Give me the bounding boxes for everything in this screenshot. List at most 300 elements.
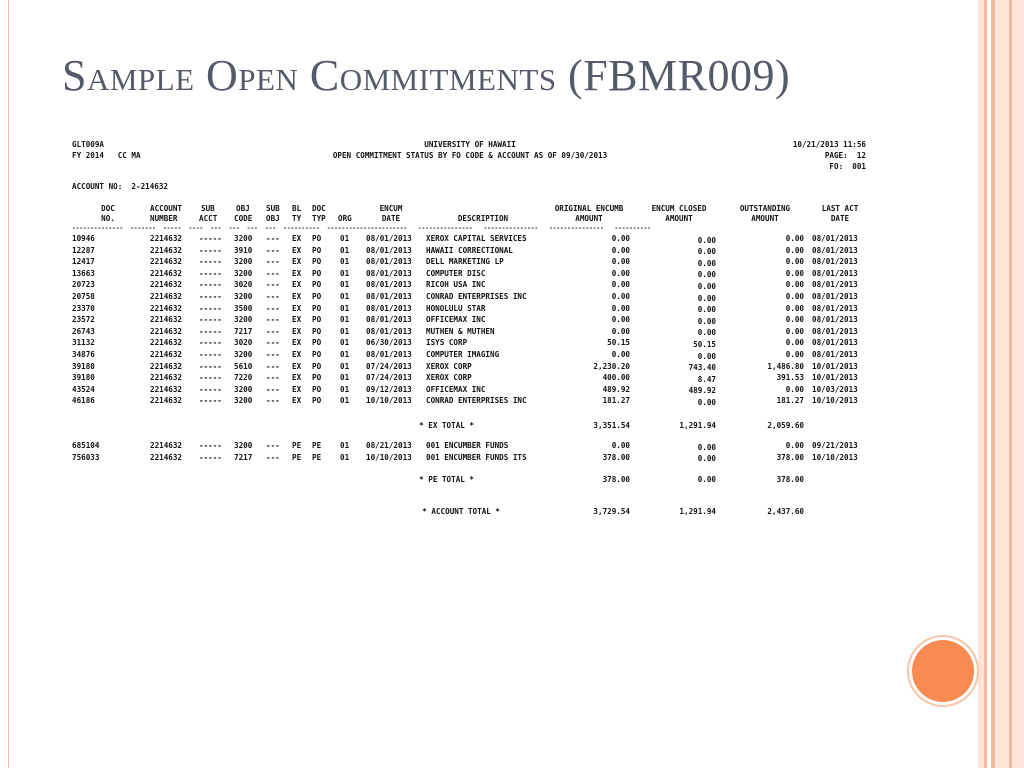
cell-doc: 39180 — [72, 373, 95, 383]
col-original-encumb-1: ORIGINAL ENCUMB — [554, 204, 624, 213]
cell-desc: CONRAD ENTERPRISES INC — [426, 396, 527, 406]
table-row — [70, 441, 870, 451]
cell-desc: HONOLULU STAR — [426, 303, 486, 313]
cell-acct: 2214632 — [150, 326, 183, 336]
cell-closed: 50.15 — [693, 339, 716, 349]
cell-closed: 0.00 — [697, 454, 716, 464]
cell-typ: PO — [312, 245, 322, 255]
col-encum-closed-2: AMOUNT — [665, 214, 693, 223]
ex-total-closed: 1,291.94 — [679, 421, 716, 430]
cell-org: 01 — [340, 234, 350, 243]
cell-last: 08/01/2013 — [812, 315, 858, 325]
cell-obj: 3200 — [234, 292, 253, 301]
cell-desc: MUTHEN & MUTHEN — [426, 326, 495, 336]
cell-sub: ----- — [199, 384, 222, 394]
cell-last: 08/01/2013 — [812, 280, 858, 290]
cell-doc: 23572 — [72, 315, 95, 325]
cell-last: 10/10/2013 — [812, 396, 858, 406]
cell-org: 01 — [340, 292, 350, 301]
cell-doc: 23370 — [72, 303, 95, 313]
cell-sobj: --- — [266, 315, 280, 325]
cell-desc: 001 ENCUMBER FUNDS ITS — [426, 452, 527, 462]
col-doc-no-1: DOC — [101, 204, 115, 213]
cell-bl: EX — [292, 303, 302, 313]
cell-last: 08/01/2013 — [812, 292, 858, 301]
cell-acct: 2214632 — [150, 396, 183, 406]
cell-date: 08/01/2013 — [366, 350, 412, 359]
cell-sub: ----- — [199, 268, 222, 278]
table-row — [70, 350, 870, 360]
col-doc-no-2: NO. — [101, 214, 115, 223]
cell-date: 10/10/2013 — [366, 396, 412, 406]
cell-closed: 0.00 — [697, 328, 716, 338]
cell-sub: ----- — [199, 292, 222, 301]
cell-obj: 3200 — [234, 257, 253, 267]
cell-out: 181.27 — [776, 396, 804, 406]
cell-org: 01 — [340, 280, 350, 290]
cell-orig: 181.27 — [602, 396, 630, 406]
cell-bl: EX — [292, 384, 302, 394]
cell-org: 01 — [340, 361, 350, 371]
table-row — [70, 257, 870, 267]
cell-sub: ----- — [199, 326, 222, 336]
cell-sub: ----- — [199, 396, 222, 406]
cell-desc: XEROX CORP — [426, 373, 472, 383]
cell-org: 01 — [340, 396, 350, 406]
col-last-act-1: LAST ACT — [821, 204, 859, 213]
cell-date: 09/12/2013 — [366, 384, 412, 394]
cell-orig: 0.00 — [611, 441, 630, 450]
cell-sub: ----- — [199, 452, 222, 462]
col-description: DESCRIPTION — [457, 214, 509, 223]
table-row — [70, 373, 870, 383]
account-total-orig: 3,729.54 — [593, 507, 630, 516]
cell-desc: 001 ENCUMBER FUNDS — [426, 441, 509, 450]
cell-sub: ----- — [199, 361, 222, 371]
cell-typ: PO — [312, 350, 322, 359]
cell-acct: 2214632 — [150, 268, 183, 278]
cell-sub: ----- — [199, 245, 222, 255]
ex-total-out: 2,059.60 — [767, 421, 804, 430]
cell-sobj: --- — [266, 268, 280, 278]
cell-acct: 2214632 — [150, 441, 183, 450]
table-row — [70, 362, 870, 372]
cell-orig: 0.00 — [611, 350, 630, 359]
cell-acct: 2214632 — [150, 350, 183, 359]
cell-doc: 34876 — [72, 350, 95, 359]
cell-sub: ----- — [199, 280, 222, 290]
cell-sobj: --- — [266, 257, 280, 267]
cell-date: 08/01/2013 — [366, 292, 412, 301]
cell-bl: EX — [292, 268, 302, 278]
cell-doc: 756033 — [72, 452, 100, 462]
table-row — [70, 280, 870, 290]
cell-typ: PO — [312, 234, 322, 243]
cell-sobj: --- — [266, 234, 280, 243]
cell-sub: ----- — [199, 373, 222, 383]
cell-date: 08/01/2013 — [366, 268, 412, 278]
cell-date: 08/01/2013 — [366, 326, 412, 336]
pe-total-orig: 378.00 — [602, 475, 630, 484]
col-last-act-2: DATE — [830, 214, 850, 223]
table-row — [70, 396, 870, 406]
cell-desc: OFFICEMAX INC — [426, 384, 486, 394]
col-encum-date-1: ENCUM — [379, 204, 403, 213]
institution-name: UNIVERSITY OF HAWAII — [424, 140, 516, 149]
cell-closed: 8.47 — [697, 374, 716, 384]
cell-out: 0.00 — [785, 315, 804, 325]
report-id: GLT009A — [72, 140, 105, 149]
col-sub-obj-2: OBJ — [266, 214, 280, 223]
cell-sub: ----- — [199, 350, 222, 359]
cell-org: 01 — [340, 441, 350, 450]
cell-bl: EX — [292, 373, 302, 383]
cell-obj: 3910 — [234, 245, 253, 255]
cell-acct: 2214632 — [150, 361, 183, 371]
cell-doc: 12417 — [72, 257, 95, 267]
cell-acct: 2214632 — [150, 303, 183, 313]
cell-closed: 0.00 — [697, 305, 716, 315]
cell-out: 378.00 — [776, 452, 804, 462]
cell-org: 01 — [340, 315, 350, 325]
cell-orig: 0.00 — [611, 315, 630, 325]
cell-sobj: --- — [266, 361, 280, 371]
col-obj-code-1: OBJ — [236, 204, 250, 213]
cell-date: 08/01/2013 — [366, 315, 412, 325]
cell-obj: 7217 — [234, 452, 253, 462]
cell-obj: 3200 — [234, 384, 253, 394]
col-original-encumb-2: AMOUNT — [575, 214, 603, 223]
cell-obj: 7217 — [234, 326, 253, 336]
cell-doc: 46186 — [72, 396, 95, 406]
col-bl-ty-2: TY — [292, 214, 302, 223]
table-row — [70, 453, 870, 463]
decorative-stripes — [978, 0, 1024, 768]
cell-doc: 31132 — [72, 338, 95, 348]
cell-sobj: --- — [266, 441, 280, 450]
cell-last: 10/03/2013 — [812, 384, 858, 394]
cell-obj: 3200 — [234, 315, 253, 325]
cell-typ: PO — [312, 303, 322, 313]
cell-doc: 10946 — [72, 234, 95, 243]
col-sub-acct-1: SUB — [201, 204, 215, 213]
cell-sobj: --- — [266, 373, 280, 383]
cell-obj: 3200 — [234, 396, 253, 406]
cell-acct: 2214632 — [150, 292, 183, 301]
cell-date: 08/01/2013 — [366, 257, 412, 267]
cell-typ: PO — [312, 280, 322, 290]
cell-sobj: --- — [266, 452, 280, 462]
cell-last: 08/01/2013 — [812, 303, 858, 313]
cell-obj: 3020 — [234, 280, 253, 290]
cell-sobj: --- — [266, 245, 280, 255]
cell-last: 08/01/2013 — [812, 350, 858, 359]
cell-orig: 2,230.20 — [593, 361, 630, 371]
cell-doc: 13663 — [72, 268, 95, 278]
cell-last: 08/01/2013 — [812, 268, 858, 278]
cell-last: 08/01/2013 — [812, 326, 858, 336]
cell-acct: 2214632 — [150, 257, 183, 267]
cell-last: 08/01/2013 — [812, 234, 858, 243]
cell-obj: 3500 — [234, 303, 253, 313]
cell-org: 01 — [340, 257, 350, 267]
cell-acct: 2214632 — [150, 452, 183, 462]
cell-obj: 3200 — [234, 234, 253, 243]
cell-doc: 12287 — [72, 245, 95, 255]
cell-sub: ----- — [199, 441, 222, 450]
cell-typ: PO — [312, 396, 322, 406]
cell-doc: 39180 — [72, 361, 95, 371]
cell-org: 01 — [340, 452, 350, 462]
cell-last: 08/01/2013 — [812, 338, 858, 348]
cell-org: 01 — [340, 384, 350, 394]
table-row — [70, 338, 870, 348]
cell-acct: 2214632 — [150, 280, 183, 290]
cell-typ: PO — [312, 315, 322, 325]
cell-acct: 2214632 — [150, 245, 183, 255]
cell-sobj: --- — [266, 326, 280, 336]
header-separator: -------------- ------- ----- ---- --- --- --- --- ---------- ---------------------- --------------- --------------- --------------- ---------- — [72, 225, 651, 232]
cell-desc: RICOH USA INC — [426, 280, 486, 290]
cell-typ: PO — [312, 361, 322, 371]
cell-out: 0.00 — [785, 326, 804, 336]
cell-desc: CONRAD ENTERPRISES INC — [426, 292, 527, 301]
cell-acct: 2214632 — [150, 338, 183, 348]
cell-out: 0.00 — [785, 384, 804, 394]
cell-org: 01 — [340, 303, 350, 313]
cell-desc: OFFICEMAX INC — [426, 315, 486, 325]
cell-obj: 5610 — [234, 361, 253, 371]
cell-org: 01 — [340, 326, 350, 336]
cell-orig: 50.15 — [607, 338, 630, 348]
cell-bl: EX — [292, 245, 302, 255]
cell-orig: 400.00 — [602, 373, 630, 383]
col-sub-obj-1: SUB — [266, 204, 280, 213]
fiscal-year: FY 2014 CC MA — [72, 151, 141, 160]
col-obj-code-2: CODE — [234, 214, 253, 223]
cell-orig: 0.00 — [611, 303, 630, 313]
table-row — [70, 315, 870, 325]
report-datetime: 10/21/2013 11:56 — [792, 140, 866, 149]
fo-code: FO: 001 — [829, 162, 866, 171]
cell-typ: PO — [312, 257, 322, 267]
cell-org: 01 — [340, 245, 350, 255]
col-bl-ty-1: BL — [292, 204, 302, 213]
col-outstanding-2: AMOUNT — [751, 214, 779, 223]
cell-last: 10/10/2013 — [812, 452, 858, 462]
cell-typ: PE — [312, 441, 322, 450]
cell-sobj: --- — [266, 280, 280, 290]
account-total-label: * ACCOUNT TOTAL * — [422, 507, 500, 516]
cell-closed: 0.00 — [697, 397, 716, 407]
cell-bl: EX — [292, 326, 302, 336]
col-doc-typ-2: TYP — [312, 214, 326, 223]
cell-orig: 0.00 — [611, 280, 630, 290]
cell-closed: 0.00 — [697, 293, 716, 303]
cell-org: 01 — [340, 338, 350, 348]
cell-orig: 0.00 — [611, 268, 630, 278]
cell-out: 0.00 — [785, 338, 804, 348]
col-sub-acct-2: ACCT — [199, 214, 218, 223]
cell-last: 10/01/2013 — [812, 361, 858, 371]
cell-bl: PE — [292, 452, 302, 462]
cell-out: 0.00 — [785, 350, 804, 359]
table-row — [70, 269, 870, 279]
cell-last: 10/01/2013 — [812, 373, 858, 383]
cell-date: 07/24/2013 — [366, 361, 412, 371]
cell-acct: 2214632 — [150, 384, 183, 394]
account-total-closed: 1,291.94 — [679, 507, 716, 516]
cell-sobj: --- — [266, 396, 280, 406]
cell-closed: 0.00 — [697, 247, 716, 257]
cell-desc: DELL MARKETING LP — [426, 257, 504, 267]
cell-closed: 743.40 — [688, 363, 716, 373]
col-encum-closed-1: ENCUM CLOSED — [651, 204, 707, 213]
cell-closed: 0.00 — [697, 316, 716, 326]
slide-title: Sample Open Commitments (FBMR009) — [62, 51, 791, 100]
cell-obj: 3200 — [234, 268, 253, 278]
cell-bl: EX — [292, 280, 302, 290]
cell-last: 08/01/2013 — [812, 245, 858, 255]
cell-orig: 0.00 — [611, 292, 630, 301]
pe-total-closed: 0.00 — [697, 475, 716, 484]
left-border — [0, 0, 9, 768]
cell-date: 08/01/2013 — [366, 280, 412, 290]
cell-doc: 20758 — [72, 292, 95, 301]
decorative-circle — [912, 640, 974, 702]
cell-acct: 2214632 — [150, 234, 183, 243]
cell-obj: 7220 — [234, 373, 253, 383]
ex-total-orig: 3,351.54 — [593, 421, 630, 430]
cell-typ: PO — [312, 268, 322, 278]
report-title: OPEN COMMITMENT STATUS BY FO CODE & ACCOUNT AS OF 09/30/2013 — [332, 151, 608, 160]
cell-date: 08/01/2013 — [366, 245, 412, 255]
cell-last: 09/21/2013 — [812, 441, 858, 450]
cell-closed: 0.00 — [697, 258, 716, 268]
cell-typ: PO — [312, 338, 322, 348]
cell-desc: XEROX CAPITAL SERVICES — [426, 234, 527, 243]
cell-closed: 0.00 — [697, 235, 716, 245]
cell-sub: ----- — [199, 257, 222, 267]
cell-last: 08/01/2013 — [812, 257, 858, 267]
cell-orig: 489.92 — [602, 384, 630, 394]
cell-desc: COMPUTER IMAGING — [426, 350, 500, 359]
cell-sub: ----- — [199, 315, 222, 325]
table-row — [70, 304, 870, 314]
cell-orig: 0.00 — [611, 257, 630, 267]
cell-out: 0.00 — [785, 280, 804, 290]
cell-acct: 2214632 — [150, 373, 183, 383]
cell-date: 06/30/2013 — [366, 338, 412, 348]
pe-total-out: 378.00 — [776, 475, 804, 484]
cell-desc: HAWAII CORRECTIONAL — [426, 245, 513, 255]
table-row — [70, 234, 870, 244]
table-row — [70, 292, 870, 302]
cell-doc: 43524 — [72, 384, 95, 394]
cell-orig: 378.00 — [602, 452, 630, 462]
cell-sobj: --- — [266, 303, 280, 313]
account-total-out: 2,437.60 — [767, 507, 804, 516]
cell-out: 391.53 — [776, 373, 804, 383]
cell-date: 08/01/2013 — [366, 303, 412, 313]
account-no: ACCOUNT NO: 2-214632 — [72, 182, 169, 191]
cell-bl: EX — [292, 315, 302, 325]
cell-out: 0.00 — [785, 234, 804, 243]
cell-sub: ----- — [199, 338, 222, 348]
cell-acct: 2214632 — [150, 315, 183, 325]
cell-doc: 685104 — [72, 441, 100, 450]
cell-out: 0.00 — [785, 292, 804, 301]
cell-orig: 0.00 — [611, 245, 630, 255]
cell-bl: PE — [292, 441, 302, 450]
cell-typ: PO — [312, 384, 322, 394]
pe-total-label: * PE TOTAL * — [419, 475, 474, 484]
cell-org: 01 — [340, 268, 350, 278]
cell-bl: EX — [292, 338, 302, 348]
cell-out: 0.00 — [785, 441, 804, 450]
ex-total-label: * EX TOTAL * — [419, 421, 474, 430]
cell-doc: 26743 — [72, 326, 95, 336]
cell-desc: XEROX CORP — [426, 361, 472, 371]
cell-sub: ----- — [199, 234, 222, 243]
cell-out: 0.00 — [785, 303, 804, 313]
cell-desc: ISYS CORP — [426, 338, 468, 348]
cell-obj: 3200 — [234, 441, 253, 450]
cell-typ: PO — [312, 373, 322, 383]
col-account-number-2: NUMBER — [150, 214, 178, 223]
cell-bl: EX — [292, 257, 302, 267]
cell-bl: EX — [292, 361, 302, 371]
cell-org: 01 — [340, 373, 350, 383]
cell-desc: COMPUTER DISC — [426, 268, 486, 278]
cell-bl: EX — [292, 396, 302, 406]
cell-doc: 20723 — [72, 280, 95, 290]
cell-typ: PO — [312, 326, 322, 336]
table-row — [70, 385, 870, 395]
cell-sobj: --- — [266, 338, 280, 348]
col-encum-date-2: DATE — [381, 214, 401, 223]
cell-typ: PE — [312, 452, 322, 462]
cell-sub: ----- — [199, 303, 222, 313]
table-row — [70, 246, 870, 256]
col-outstanding-1: OUTSTANDING — [739, 204, 791, 213]
cell-sobj: --- — [266, 292, 280, 301]
cell-bl: EX — [292, 292, 302, 301]
cell-org: 01 — [340, 350, 350, 359]
col-org: ORG — [338, 214, 352, 223]
cell-date: 08/01/2013 — [366, 234, 412, 243]
cell-orig: 0.00 — [611, 234, 630, 243]
cell-bl: EX — [292, 234, 302, 243]
cell-out: 0.00 — [785, 245, 804, 255]
cell-sobj: --- — [266, 384, 280, 394]
cell-obj: 3200 — [234, 350, 253, 359]
report-image — [70, 138, 870, 522]
cell-out: 0.00 — [785, 268, 804, 278]
cell-date: 10/10/2013 — [366, 452, 412, 462]
cell-orig: 0.00 — [611, 326, 630, 336]
cell-sobj: --- — [266, 350, 280, 359]
cell-bl: EX — [292, 350, 302, 359]
cell-closed: 0.00 — [697, 351, 716, 361]
col-doc-typ-1: DOC — [312, 204, 326, 213]
cell-closed: 0.00 — [697, 270, 716, 280]
table-row — [70, 327, 870, 337]
cell-closed: 0.00 — [697, 442, 716, 452]
cell-out: 1,486.80 — [767, 361, 804, 371]
cell-out: 0.00 — [785, 257, 804, 267]
cell-closed: 489.92 — [688, 386, 716, 396]
